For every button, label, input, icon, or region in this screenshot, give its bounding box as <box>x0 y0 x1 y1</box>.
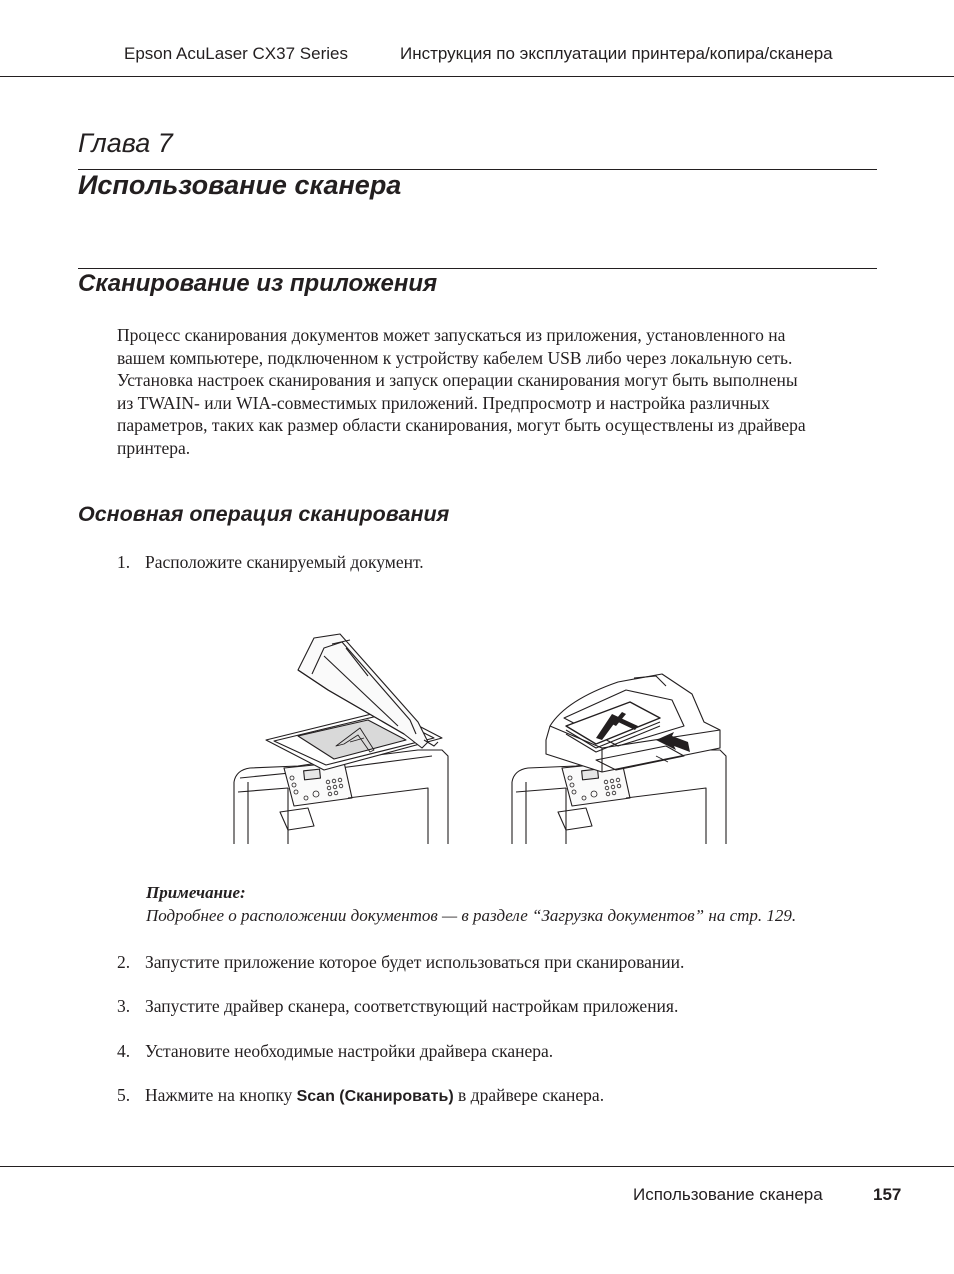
header-manual-title: Инструкция по эксплуатации принтера/копира/сканера <box>400 44 833 63</box>
intro-line: вашем компьютере, подключенном к устройству кабелем USB либо через локальную сеть. <box>117 347 793 368</box>
subsection-title: Основная операция сканирования <box>78 502 450 526</box>
section-title: Сканирование из приложения <box>78 270 438 297</box>
step-item <box>117 995 678 1017</box>
intro-line: Процесс сканирования документов может запускаться из приложения, установленного на <box>117 325 786 345</box>
footer-chapter-name: Использование сканера <box>633 1185 823 1204</box>
header-divider <box>0 76 954 77</box>
step-item <box>117 1084 604 1108</box>
note-text: Подробнее о расположении документов — в разделе “Загрузка документов” на стр. 129. <box>146 906 797 925</box>
step-item <box>117 951 684 973</box>
step-text: Установите необходимые настройки драйвера сканера. <box>145 1041 554 1061</box>
scan-button-label: Scan (Сканировать) <box>296 1088 454 1105</box>
intro-line: Установка настроек сканирования и запуск операции сканирования могут быть выполнены <box>117 370 798 390</box>
page-number: 157 <box>873 1185 902 1204</box>
step-number: 4. <box>117 1041 131 1061</box>
step-text: Расположите сканируемый документ. <box>145 552 424 572</box>
step-number: 1. <box>117 552 131 572</box>
intro-line: из TWAIN- или WIA-совместимых приложений. Предпросмотр и настройка различных <box>117 392 770 413</box>
footer-divider <box>0 1166 954 1167</box>
printer-open-lid <box>234 634 448 844</box>
step-text: Запустите драйвер сканера, соответствующий настройкам приложения. <box>145 996 679 1016</box>
chapter-label: Глава 7 <box>78 128 173 158</box>
step-number: 2. <box>117 952 131 972</box>
intro-line: параметров, таких как размер области сканирования, могут быть осуществлены из драйвера <box>117 415 806 435</box>
step-number: 3. <box>117 996 131 1016</box>
chapter-title: Использование сканера <box>78 170 402 200</box>
step-item <box>117 1040 553 1062</box>
header-product: Epson AcuLaser CX37 Series <box>124 44 348 63</box>
step-item <box>117 551 424 573</box>
step-text-after: в драйвере сканера. <box>453 1085 605 1105</box>
document-placement-illustration <box>228 630 730 846</box>
printer-adf <box>512 674 726 844</box>
note-heading: Примечание: <box>146 883 246 902</box>
step-number: 5. <box>117 1085 131 1105</box>
intro-paragraph <box>117 324 887 459</box>
step-text-before: Нажмите на кнопку <box>145 1085 297 1105</box>
step-text: Запустите приложение которое будет использоваться при сканировании. <box>145 952 685 972</box>
section-divider <box>78 268 877 269</box>
intro-line: принтера. <box>117 437 191 458</box>
